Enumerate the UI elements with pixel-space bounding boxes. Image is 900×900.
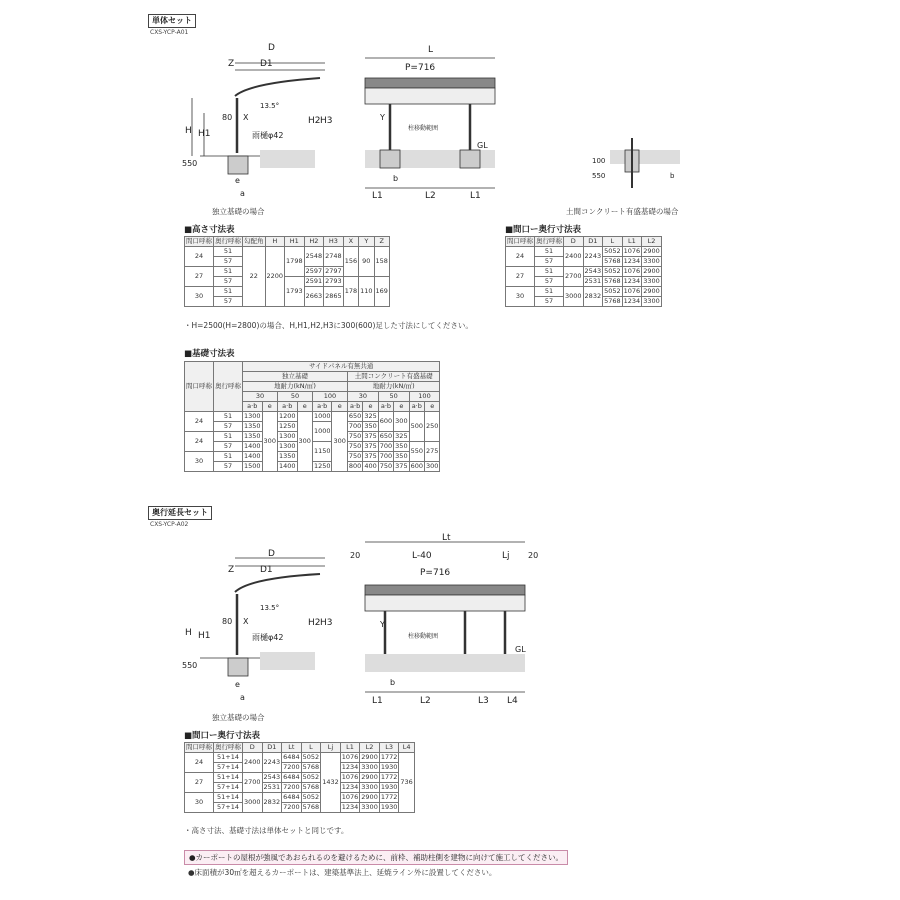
th: L4 — [399, 743, 414, 753]
cell: 5052 — [302, 773, 320, 781]
cell: 736 — [399, 753, 414, 813]
cell: 1350 — [278, 452, 296, 460]
cell: 5052 — [302, 753, 320, 761]
cell: 700 — [379, 442, 393, 450]
th: e — [363, 402, 378, 412]
th: 間口呼称 — [186, 237, 212, 245]
height-table-title: ■高さ寸法表 — [184, 225, 235, 235]
cell: 1772 — [380, 793, 398, 801]
dim-pitch: P=716 — [405, 63, 436, 73]
cell: 1000 — [313, 412, 331, 420]
cell: 2700 — [564, 267, 584, 287]
dim-550: 550 — [182, 159, 198, 168]
cell: 1234 — [623, 257, 641, 265]
cell: 5052 — [302, 793, 320, 801]
dim-l40: L-40 — [412, 551, 432, 561]
dim-l: L — [428, 45, 434, 55]
foundation-table — [184, 361, 440, 472]
th: L2 — [360, 743, 380, 753]
cell: 375 — [364, 452, 377, 460]
dim-z: Z — [228, 59, 235, 69]
cell: 375 — [395, 462, 408, 470]
th: サイドパネル有無共通 — [243, 362, 440, 372]
warning-box: ●カーポートの屋根が強風であおられるのを避けるために、前枠、補助柱側を建物に向けて施工してください。 — [184, 850, 568, 865]
cell: 57+14 — [214, 763, 243, 773]
gutter-label: 雨樋φ42 — [252, 131, 284, 140]
cell: 57 — [214, 277, 243, 287]
cell: 300 — [262, 412, 277, 472]
dim-b: b — [393, 174, 399, 183]
dim-d: D — [268, 43, 275, 53]
th: e — [262, 402, 277, 412]
foundation-table-title: ■基礎寸法表 — [184, 349, 235, 359]
cell: 2531 — [584, 277, 602, 285]
cell: 350 — [395, 442, 408, 450]
cell: 1400 — [244, 452, 261, 460]
cell: 300 — [394, 412, 409, 432]
th: 奥行呼称 — [215, 743, 241, 751]
th: a·b — [409, 402, 424, 412]
cell: 156 — [343, 247, 358, 277]
cell: 375 — [364, 432, 377, 440]
th: X — [343, 237, 358, 247]
cell: 3300 — [643, 257, 660, 265]
cell: 57+14 — [214, 783, 243, 793]
set2-code: CXS-YCP-A02 — [150, 521, 189, 528]
dim-d1: D1 — [260, 59, 273, 69]
cell: 110 — [359, 277, 374, 307]
cell: 2597 — [305, 267, 323, 275]
ext-table-title: ■間口ー奥行寸法表 — [184, 731, 261, 741]
cell: 158 — [374, 247, 389, 277]
side-view-2 — [200, 558, 325, 676]
cell: 51+14 — [214, 793, 243, 803]
cell: 1076 — [623, 247, 641, 255]
th: 地耐力(kN/㎡) — [347, 382, 440, 392]
cell: 24 — [506, 247, 535, 267]
th: D1 — [262, 743, 282, 753]
cell: 30 — [185, 452, 214, 472]
th: D1 — [583, 237, 603, 247]
dim-y: Y — [380, 113, 385, 122]
dim-100: 100 — [592, 157, 606, 165]
dim-a: a — [240, 693, 245, 702]
cell: 1350 — [244, 432, 261, 440]
dim-h2: H2 — [308, 116, 321, 126]
cell: 300 — [332, 412, 347, 472]
gutter-label: 雨樋φ42 — [252, 633, 284, 642]
cell: 1930 — [380, 763, 398, 771]
opening-table-title: ■間口ー奥行寸法表 — [505, 225, 582, 235]
th: H3 — [324, 237, 344, 247]
cell: 650 — [379, 432, 393, 440]
cell: 57 — [214, 257, 243, 267]
set2-diagram — [180, 530, 580, 710]
cell: 2531 — [263, 783, 281, 791]
th: 土間コンクリート有盛基礎 — [347, 372, 440, 382]
cell: 51+14 — [214, 753, 243, 763]
ext-note: ・高さ寸法、基礎寸法は単体セットと同じです。 — [184, 826, 349, 835]
cell: 325 — [364, 412, 377, 420]
gl-label: GL — [515, 645, 526, 654]
th: 独立基礎 — [243, 372, 348, 382]
dim-l2: L2 — [420, 696, 431, 706]
cell: 6484 — [283, 753, 300, 761]
cell: 2591 — [305, 277, 323, 285]
cell: 800 — [348, 462, 362, 470]
cell: 7200 — [283, 803, 300, 811]
dim-h3: H3 — [320, 116, 333, 126]
cell: 7200 — [283, 783, 300, 791]
cell: 178 — [343, 277, 358, 307]
th: 100 — [409, 392, 440, 402]
cell: 300 — [426, 462, 439, 470]
cell: 700 — [348, 422, 362, 430]
cell: 3300 — [643, 297, 660, 305]
caption-independent: 独立基礎の場合 — [212, 207, 265, 216]
th: L1 — [340, 743, 360, 753]
cell: 275 — [425, 442, 440, 462]
cell: 90 — [359, 247, 374, 277]
dim-h2: H2 — [308, 618, 321, 628]
cell: 27 — [506, 267, 535, 287]
dim-l1b: L1 — [470, 191, 481, 201]
cell: 22 — [243, 247, 266, 307]
cell: 6484 — [283, 793, 300, 801]
cell: 51+14 — [214, 773, 243, 783]
dim-550: 550 — [182, 661, 198, 670]
dim-20b: 20 — [528, 551, 539, 560]
concrete-view — [610, 138, 680, 188]
th: 間口呼称 — [185, 362, 214, 412]
cell: 1300 — [278, 442, 296, 450]
dim-lj: Lj — [502, 551, 510, 561]
cell: 7200 — [283, 763, 300, 771]
cell: 3300 — [361, 803, 378, 811]
cell: 1076 — [341, 773, 359, 781]
post-range: 柱移動範囲 — [408, 125, 439, 132]
cell: 30 — [185, 793, 214, 813]
dim-20a: 20 — [350, 551, 361, 560]
cell: 24 — [185, 247, 214, 267]
th: a·b — [378, 402, 393, 412]
cell: 24 — [185, 753, 214, 773]
cell: 1400 — [278, 462, 296, 470]
cell: 300 — [297, 412, 312, 472]
cell: 2543 — [263, 773, 281, 781]
th: L3 — [379, 743, 399, 753]
dim-angle: 13.5° — [260, 604, 280, 612]
cell: 169 — [374, 277, 389, 307]
th: L — [301, 743, 321, 753]
cell: 2900 — [643, 267, 660, 275]
th: H2 — [304, 237, 324, 247]
front-view — [365, 58, 495, 188]
cell: 2543 — [584, 267, 602, 275]
cell: 57+14 — [214, 803, 243, 813]
set1-label: 単体セット — [148, 14, 196, 28]
cell: 5768 — [302, 803, 320, 811]
dim-a: a — [240, 189, 245, 198]
gl-label: GL — [477, 141, 488, 150]
cell: 2900 — [361, 753, 378, 761]
dim-h: H — [185, 628, 192, 638]
cell: 2748 — [324, 247, 344, 267]
dim-l2: L2 — [425, 191, 436, 201]
cell: 51 — [214, 247, 243, 257]
th: 奥行呼称 — [536, 237, 562, 245]
cell: 6484 — [283, 773, 300, 781]
th: e — [425, 402, 440, 412]
caption-concrete: 土間コンクリート有盛基礎の場合 — [566, 207, 679, 216]
cell: 51 — [214, 412, 243, 422]
dim-x: X — [243, 617, 249, 626]
dim-d: D — [268, 549, 275, 559]
th: H — [265, 237, 285, 247]
front-view-2 — [365, 542, 525, 692]
cell: 700 — [379, 452, 393, 460]
cell: 2200 — [265, 247, 285, 307]
th: a·b — [277, 402, 297, 412]
cell: 27 — [185, 267, 214, 287]
cell: 57 — [214, 422, 243, 432]
cell: 1076 — [341, 753, 359, 761]
dim-e: e — [235, 680, 240, 689]
th: 30 — [243, 392, 278, 402]
cell: 1150 — [312, 442, 332, 462]
cell: 500 — [409, 412, 424, 442]
cell: 350 — [364, 422, 377, 430]
cell: 1234 — [341, 783, 359, 791]
th: 勾配角 — [244, 237, 264, 245]
dim-l4: L4 — [507, 696, 518, 706]
cell: 600 — [378, 412, 393, 432]
th: L — [603, 237, 623, 247]
cell: 325 — [395, 432, 408, 440]
cell: 2243 — [583, 247, 603, 267]
cell: 1798 — [285, 247, 305, 277]
cell: 1234 — [341, 803, 359, 811]
dim-l1a: L1 — [372, 191, 383, 201]
dim-550b: 550 — [592, 172, 606, 180]
th: e — [297, 402, 312, 412]
th: 50 — [378, 392, 409, 402]
th: Lt — [282, 743, 302, 753]
dim-80: 80 — [222, 617, 233, 626]
cell: 24 — [185, 432, 214, 452]
opening-table — [505, 236, 662, 307]
dim-80: 80 — [222, 113, 233, 122]
cell: 1300 — [278, 432, 296, 440]
cell: 2900 — [643, 247, 660, 255]
cell: 51 — [214, 267, 243, 277]
th: 地耐力(kN/㎡) — [243, 382, 348, 392]
cell: 1234 — [623, 277, 641, 285]
cell: 1772 — [380, 753, 398, 761]
cell: 1300 — [244, 412, 261, 420]
cell: 5768 — [604, 257, 621, 265]
cell: 750 — [348, 442, 362, 450]
cell: 2663 — [304, 287, 324, 307]
cell: 550 — [409, 442, 424, 462]
cell: 3000 — [243, 793, 263, 813]
cell: 3300 — [361, 763, 378, 771]
cell: 27 — [185, 773, 214, 793]
dim-pitch: P=716 — [420, 568, 451, 578]
cell: 51 — [535, 247, 564, 257]
cell: 1500 — [244, 462, 261, 470]
dim-h1: H1 — [198, 129, 211, 139]
cell: 2900 — [361, 793, 378, 801]
th: Y — [359, 237, 374, 247]
dim-l3: L3 — [478, 696, 489, 706]
cell: 1250 — [278, 422, 296, 430]
th: a·b — [243, 402, 263, 412]
th: e — [394, 402, 409, 412]
cell: 1350 — [244, 422, 261, 430]
set2-label: 奥行延長セット — [148, 506, 212, 520]
warning-note-2: ●床面積が30㎡を超えるカーポートは、建築基準法上、延焼ライン外に設置してください。 — [188, 868, 497, 877]
cell: 1076 — [623, 267, 641, 275]
cell: 1250 — [313, 462, 331, 470]
cell: 51 — [214, 432, 243, 442]
cell: 5768 — [604, 277, 621, 285]
dim-l1: L1 — [372, 696, 383, 706]
dim-d1: D1 — [260, 565, 273, 575]
cell: 5052 — [604, 287, 621, 295]
height-table — [184, 236, 390, 307]
cell: 375 — [364, 442, 377, 450]
cell: 1200 — [278, 412, 296, 420]
cell: 57 — [214, 297, 243, 307]
side-view — [192, 63, 325, 174]
cell: 1076 — [623, 287, 641, 295]
dim-b2: b — [670, 172, 675, 180]
cell: 57 — [214, 442, 243, 452]
cell: 2797 — [325, 267, 342, 275]
cell: 5768 — [604, 297, 621, 305]
dim-h: H — [185, 126, 192, 136]
cell: 750 — [348, 452, 362, 460]
cell: 1793 — [285, 277, 305, 307]
cell: 51 — [535, 287, 564, 297]
cell: 650 — [348, 412, 362, 420]
dim-z: Z — [228, 565, 235, 575]
th: a·b — [347, 402, 362, 412]
ext-table — [184, 742, 415, 813]
th: D — [564, 237, 584, 247]
th: 50 — [277, 392, 312, 402]
cell: 3000 — [564, 287, 584, 307]
cell: 30 — [506, 287, 535, 307]
cell: 1234 — [623, 297, 641, 305]
th: 100 — [312, 392, 347, 402]
dim-angle: 13.5° — [260, 102, 280, 110]
set1-code: CXS-YCP-A01 — [150, 29, 189, 36]
cell: 24 — [185, 412, 214, 432]
cell: 5768 — [302, 783, 320, 791]
dim-lt: Lt — [442, 533, 451, 543]
cell: 1400 — [244, 442, 261, 450]
th: 奥行呼称 — [214, 362, 243, 412]
cell: 5052 — [604, 267, 621, 275]
th: L2 — [642, 237, 662, 247]
th: 間口呼称 — [507, 237, 533, 245]
cell: 57 — [535, 277, 564, 287]
post-range: 柱移動範囲 — [408, 633, 439, 640]
th: Lj — [321, 743, 341, 753]
cell: 1000 — [312, 422, 332, 442]
cell: 250 — [425, 412, 440, 442]
th: a·b — [312, 402, 332, 412]
cell: 600 — [410, 462, 424, 470]
cell: 51 — [214, 452, 243, 462]
dim-b: b — [390, 678, 396, 687]
dim-e: e — [235, 176, 240, 185]
cell: 2832 — [583, 287, 603, 307]
cell: 2793 — [325, 277, 342, 285]
cell: 57 — [214, 462, 243, 472]
dim-h3: H3 — [320, 618, 333, 628]
th: D — [243, 743, 263, 753]
cell: 1772 — [380, 773, 398, 781]
cell: 2400 — [243, 753, 263, 773]
cell: 1930 — [380, 803, 398, 811]
height-note: ・H=2500(H=2800)の場合、H,H1,H2,H3に300(600)足した寸法にしてください。 — [184, 321, 473, 330]
cell: 2700 — [243, 773, 263, 793]
cell: 750 — [379, 462, 393, 470]
cell: 5768 — [302, 763, 320, 771]
cell: 1234 — [341, 763, 359, 771]
dim-x: X — [243, 113, 249, 122]
cell: 350 — [395, 452, 408, 460]
cell: 1076 — [341, 793, 359, 801]
cell: 3300 — [361, 783, 378, 791]
set1-diagram — [180, 38, 680, 218]
cell: 3300 — [643, 277, 660, 285]
dim-y: Y — [380, 620, 385, 629]
caption-independent-2: 独立基礎の場合 — [212, 713, 265, 722]
th: e — [332, 402, 347, 412]
cell: 51 — [214, 287, 243, 297]
cell: 2400 — [564, 247, 584, 267]
cell: 2243 — [262, 753, 282, 773]
cell: 2832 — [262, 793, 282, 813]
cell: 750 — [348, 432, 362, 440]
cell: 57 — [535, 257, 564, 267]
th: 30 — [347, 392, 378, 402]
th: L1 — [622, 237, 642, 247]
th: 間口呼称 — [186, 743, 212, 751]
cell: 400 — [364, 462, 377, 470]
cell: 2548 — [304, 247, 324, 267]
cell: 57 — [535, 297, 564, 307]
cell: 2865 — [324, 287, 344, 307]
cell: 1930 — [380, 783, 398, 791]
cell: 51 — [535, 267, 564, 277]
cell: 30 — [185, 287, 214, 307]
cell: 2900 — [643, 287, 660, 295]
cell: 2900 — [361, 773, 378, 781]
th: 奥行呼称 — [215, 237, 241, 245]
th: Z — [374, 237, 389, 247]
th: H1 — [285, 237, 305, 247]
cell: 5052 — [604, 247, 621, 255]
dim-h1: H1 — [198, 631, 211, 641]
cell: 1432 — [321, 753, 341, 813]
